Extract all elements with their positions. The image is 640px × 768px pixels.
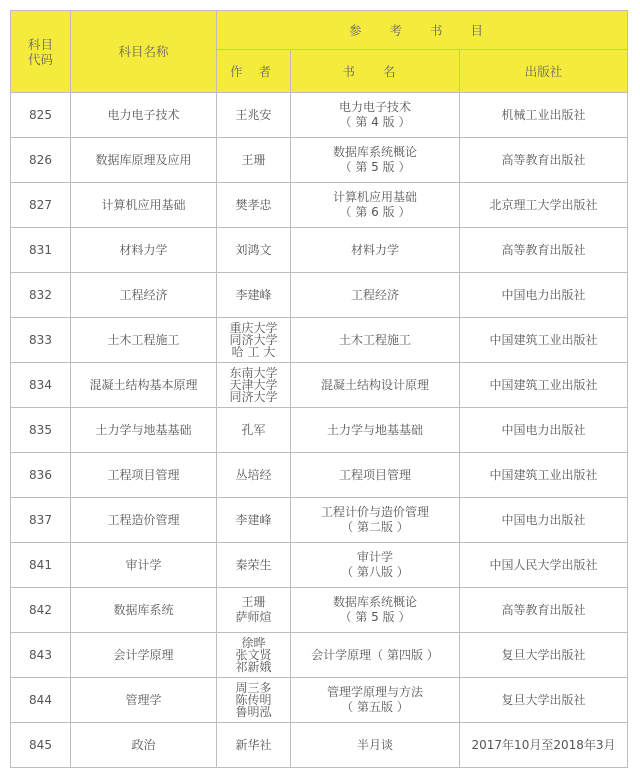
cell-author (217, 498, 291, 543)
cell-author-line: 秦荣生 (235, 557, 272, 572)
cell-book-title-line: （ 第 5 版 ） (339, 160, 411, 174)
header-author: 作 者 (217, 50, 291, 93)
cell-book-title-line: 工程经济 (350, 287, 399, 302)
cell-code: 832 (11, 273, 71, 318)
cell-author (217, 138, 291, 183)
cell-author-line: 刘鸿文 (235, 242, 272, 257)
cell-subject-name: 会计学原理 (71, 633, 217, 678)
cell-author (217, 93, 291, 138)
cell-author-line: 同济大学 (229, 390, 278, 404)
table-row (11, 93, 628, 138)
cell-code: 844 (11, 678, 71, 723)
header-publisher: 出版社 (460, 50, 628, 93)
cell-author-line: 东南大学 (229, 366, 278, 380)
table-row (11, 723, 628, 768)
cell-author-line: 王兆安 (235, 107, 272, 122)
cell-publisher: 中国电力出版社 (460, 498, 628, 543)
cell-book-title (291, 138, 460, 183)
cell-book-title-line: 土木工程施工 (338, 332, 411, 347)
cell-book-title (291, 498, 460, 543)
cell-author-line: 王珊 (241, 152, 266, 167)
cell-publisher: 中国建筑工业出版社 (460, 318, 628, 363)
cell-code: 834 (11, 363, 71, 408)
cell-book-title (291, 633, 460, 678)
cell-author-line: 周三多 (235, 681, 272, 695)
cell-book-title-line: 工程计价与造价管理 (320, 505, 429, 519)
cell-book-title-line: 半月谈 (356, 737, 393, 752)
cell-author-line: 萨师煊 (235, 610, 272, 624)
cell-author (217, 318, 291, 363)
table-row (11, 228, 628, 273)
cell-publisher: 高等教育出版社 (460, 228, 628, 273)
cell-subject-name: 材料力学 (71, 228, 217, 273)
cell-book-title (291, 363, 460, 408)
cell-author-line: 孔军 (241, 422, 266, 437)
cell-author-line: 祁新娥 (235, 660, 272, 674)
cell-author-line: 徐晔 (241, 636, 266, 650)
cell-code: 835 (11, 408, 71, 453)
cell-book-title-line: 土力学与地基基础 (326, 422, 423, 437)
cell-book-title (291, 93, 460, 138)
cell-subject-name: 土力学与地基基础 (71, 408, 217, 453)
cell-book-title (291, 723, 460, 768)
cell-subject-name: 数据库系统 (71, 588, 217, 633)
cell-book-title-line: 计算机应用基础 (332, 190, 417, 204)
cell-code: 827 (11, 183, 71, 228)
cell-author-line: 重庆大学 (229, 321, 278, 335)
header-book-title: 书 名 (291, 50, 460, 93)
cell-subject-name: 数据库原理及应用 (71, 138, 217, 183)
table-row (11, 543, 628, 588)
table-row (11, 498, 628, 543)
cell-book-title (291, 183, 460, 228)
cell-publisher: 2017年10月至2018年3月 (460, 723, 628, 768)
cell-subject-name: 工程造价管理 (71, 498, 217, 543)
cell-book-title-line: 电力电子技术 (338, 100, 411, 114)
cell-author (217, 543, 291, 588)
cell-author (217, 363, 291, 408)
cell-book-title-line: 数据库系统概论 (332, 595, 417, 609)
cell-author (217, 273, 291, 318)
cell-publisher: 中国电力出版社 (460, 273, 628, 318)
cell-book-title-line: 审计学 (356, 550, 393, 564)
cell-book-title (291, 543, 460, 588)
cell-author (217, 453, 291, 498)
header-code-line1: 科目 (27, 36, 53, 52)
cell-author (217, 183, 291, 228)
cell-code: 826 (11, 138, 71, 183)
cell-book-title-line: 会计学原理（ 第四版 ） (311, 647, 439, 662)
table-body (11, 93, 628, 768)
cell-subject-name: 工程经济 (71, 273, 217, 318)
cell-author-line: 王珊 (241, 595, 266, 609)
cell-code: 825 (11, 93, 71, 138)
cell-publisher: 中国建筑工业出版社 (460, 363, 628, 408)
cell-book-title-line: 材料力学 (350, 242, 399, 257)
cell-publisher: 高等教育出版社 (460, 588, 628, 633)
header-code (11, 11, 71, 93)
cell-code: 837 (11, 498, 71, 543)
cell-book-title (291, 453, 460, 498)
cell-book-title (291, 228, 460, 273)
cell-subject-name: 审计学 (71, 543, 217, 588)
cell-author (217, 723, 291, 768)
cell-author (217, 678, 291, 723)
cell-author-line: 哈 工 大 (231, 345, 276, 359)
cell-author-line: 张文贤 (235, 648, 272, 662)
cell-book-title (291, 273, 460, 318)
cell-book-title (291, 678, 460, 723)
table-row (11, 138, 628, 183)
cell-code: 833 (11, 318, 71, 363)
cell-book-title-line: （ 第 6 版 ） (339, 205, 411, 219)
cell-author (217, 588, 291, 633)
cell-book-title (291, 588, 460, 633)
cell-subject-name: 电力电子技术 (71, 93, 217, 138)
cell-author-line: 鲁明泓 (235, 705, 272, 719)
cell-code: 836 (11, 453, 71, 498)
cell-book-title-line: （ 第二版 ） (341, 520, 409, 534)
cell-code: 843 (11, 633, 71, 678)
cell-book-title (291, 318, 460, 363)
cell-book-title-line: （ 第 5 版 ） (339, 610, 411, 624)
cell-book-title-line: （ 第五版 ） (341, 700, 409, 714)
cell-publisher: 中国人民大学出版社 (460, 543, 628, 588)
table-row (11, 453, 628, 498)
cell-code: 842 (11, 588, 71, 633)
cell-subject-name: 计算机应用基础 (71, 183, 217, 228)
cell-author (217, 633, 291, 678)
table-row (11, 363, 628, 408)
table-row (11, 273, 628, 318)
table-row (11, 318, 628, 363)
cell-book-title-line: 工程项目管理 (338, 467, 411, 482)
cell-author-line: 陈传明 (235, 693, 272, 707)
cell-publisher: 复旦大学出版社 (460, 633, 628, 678)
cell-author-line: 新华社 (235, 737, 272, 752)
cell-publisher: 中国建筑工业出版社 (460, 453, 628, 498)
cell-author-line: 丛培经 (235, 467, 272, 482)
cell-subject-name: 混凝土结构基本原理 (71, 363, 217, 408)
cell-subject-name: 政治 (71, 723, 217, 768)
cell-publisher: 北京理工大学出版社 (460, 183, 628, 228)
cell-publisher: 中国电力出版社 (460, 408, 628, 453)
cell-author-line: 天津大学 (229, 378, 278, 392)
header-code-line2: 代码 (27, 51, 53, 67)
cell-author-line: 同济大学 (229, 333, 278, 347)
table-header-row (11, 11, 628, 50)
cell-author-line: 李建峰 (235, 512, 272, 527)
cell-code: 841 (11, 543, 71, 588)
cell-book-title-line: （ 第八版 ） (341, 565, 409, 579)
table-row (11, 633, 628, 678)
cell-book-title-line: 混凝土结构设计原理 (320, 377, 429, 392)
cell-author-line: 樊孝忠 (235, 197, 272, 212)
cell-code: 831 (11, 228, 71, 273)
cell-publisher: 机械工业出版社 (460, 93, 628, 138)
cell-book-title-line: 管理学原理与方法 (326, 685, 423, 699)
cell-author-line: 李建峰 (235, 287, 272, 302)
reference-books-table (10, 10, 628, 768)
table-row (11, 678, 628, 723)
cell-author (217, 228, 291, 273)
header-reference-books: 参 考 书 目 (217, 11, 628, 50)
cell-book-title-line: （ 第 4 版 ） (339, 115, 411, 129)
cell-subject-name: 工程项目管理 (71, 453, 217, 498)
cell-book-title (291, 408, 460, 453)
table-row (11, 408, 628, 453)
cell-book-title-line: 数据库系统概论 (332, 145, 417, 159)
table-row (11, 588, 628, 633)
header-subject-name: 科目名称 (71, 11, 217, 93)
cell-publisher: 高等教育出版社 (460, 138, 628, 183)
cell-subject-name: 管理学 (71, 678, 217, 723)
cell-author (217, 408, 291, 453)
table-row (11, 183, 628, 228)
cell-subject-name: 土木工程施工 (71, 318, 217, 363)
cell-code: 845 (11, 723, 71, 768)
cell-publisher: 复旦大学出版社 (460, 678, 628, 723)
